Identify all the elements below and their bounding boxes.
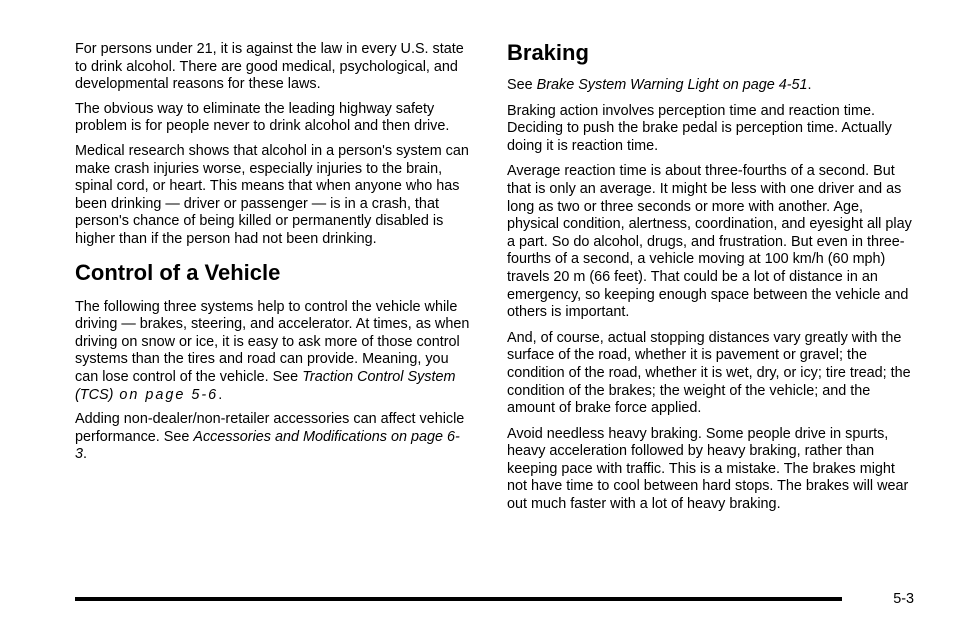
footer-rule [75, 597, 842, 601]
control-systems-end: . [218, 386, 223, 403]
tcs-reference-link[interactable]: Traction Control System (TCS) [75, 368, 456, 403]
right-column [507, 40, 915, 522]
braking-heading: Braking [507, 40, 589, 65]
page-number: 5-3 [893, 591, 914, 607]
control-systems-text: The following three systems help to control the vehicle while driving — brakes, steering, and accelerator. At times, as when driving on snow or ice, it is easy to ask more of those control systems than the tires and road can provide. Meaning, you can lose control of the vehicle. See [75, 298, 470, 385]
reaction-time-paragraph: Average reaction time is about three-fourths of a second. But that is only an average. It might be less with one driver and as long as two or three seconds or more with another. Age, physical condition, alertness, coordination, and eyesight all play a part. So do alcohol, drugs, and frustration. But even in three-fourths of a second, a vehicle moving at 100 km/h (60 mph) travels 20 m (66 feet). That could be a lot of distance in an emergency, so keeping enough space between the vehicle and others is important. [507, 163, 912, 321]
control-of-vehicle-heading: Control of a Vehicle [75, 259, 281, 285]
accessories-paragraph [75, 411, 470, 464]
accessories-end: . [83, 446, 88, 463]
accessories-reference-link[interactable]: Accessories and Modifications on page 6-3 [75, 428, 460, 463]
brake-warning-reference-link[interactable]: Brake System Warning Light on page 4-51 [536, 77, 808, 93]
eliminate-problem-paragraph: The obvious way to eliminate the leading highway safety problem is for people never to drink alcohol and then drive. [75, 100, 450, 135]
control-systems-paragraph [75, 299, 470, 405]
braking-action-paragraph: Braking action involves perception time and reaction time. Deciding to push the brake pedal is perception time. Actually doing it is reaction time. [507, 102, 892, 154]
heavy-braking-paragraph: Avoid needless heavy braking. Some people drive in spurts, heavy acceleration followed by heavy braking, rather than keeping pace with traffic. This is a mistake. The brakes might not have time to cool between hard stops. The brakes will wear out much faster with a lot of heavy braking. [507, 425, 909, 513]
see-end: . [807, 77, 812, 93]
tcs-reference-page[interactable]: on page 5-6 [113, 386, 219, 403]
see-prefix: See [507, 77, 537, 93]
brake-warning-see-paragraph [507, 77, 915, 95]
accessories-text: Adding non-dealer/non-retailer accessories can affect vehicle performance. See [75, 411, 465, 445]
underage-drinking-paragraph: For persons under 21, it is against the law in every U.S. state to drink alcohol. There are good medical, psychological, and developmental reasons for these laws. [75, 41, 464, 93]
left-column [75, 41, 470, 471]
medical-research-paragraph: Medical research shows that alcohol in a person's system can make crash injuries worse, especially injuries to the brain, spinal cord, or heart. This means that when anyone who has been drinking — driver or passenger — is in a crash, that person's chance of being killed or permanently disabled is higher than if the person had not been drinking. [75, 142, 469, 247]
stopping-distance-paragraph: And, of course, actual stopping distances vary greatly with the surface of the road, whether it is pavement or gravel; the condition of the road, whether it is wet, dry, or icy; tire tread; the condition of the brakes; the weight of the vehicle; and the amount of brake force applied. [507, 329, 911, 417]
